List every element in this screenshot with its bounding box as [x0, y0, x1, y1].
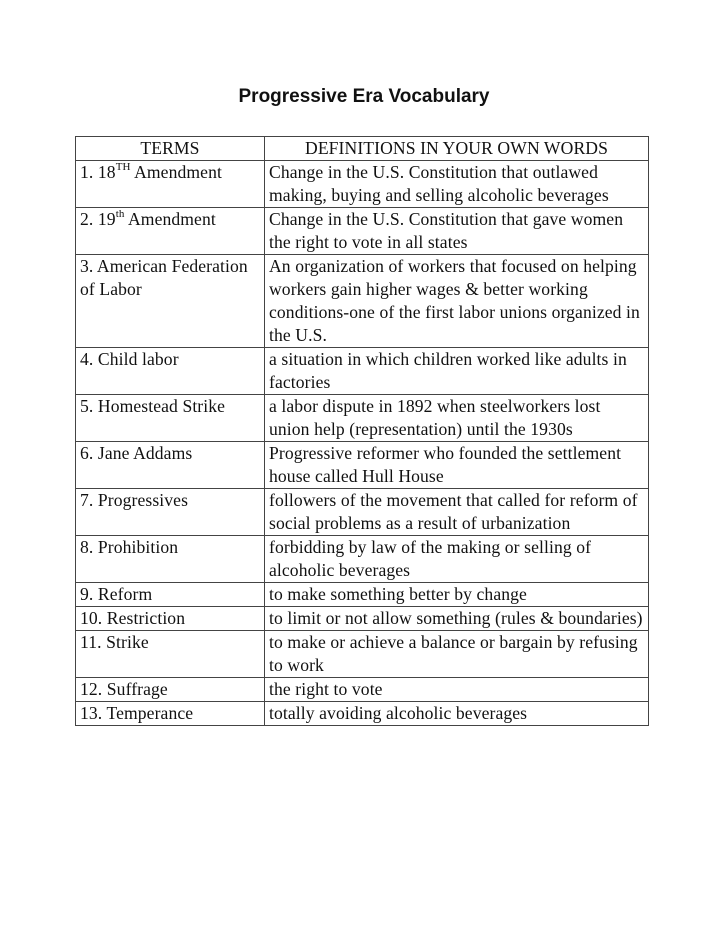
- page-title: Progressive Era Vocabulary: [238, 86, 490, 107]
- table-row: [76, 348, 649, 395]
- table-row: [76, 255, 649, 348]
- term-text-rest: Amendment: [130, 162, 222, 182]
- definition-cell: to limit or not allow something (rules & boundaries): [265, 607, 649, 631]
- term-superscript: th: [115, 208, 125, 221]
- terms-column-header: TERMS: [76, 137, 265, 161]
- definition-cell: forbidding by law of the making or selling of alcoholic beverages: [265, 536, 649, 583]
- definition-cell: to make or achieve a balance or bargain by refusing to work: [265, 631, 649, 678]
- term-cell: 3. American Federation of Labor: [76, 255, 265, 348]
- definition-cell: a situation in which children worked like adults in factories: [265, 348, 649, 395]
- definitions-column-header: DEFINITIONS IN YOUR OWN WORDS: [265, 137, 649, 161]
- term-text: 2. 19: [80, 209, 116, 229]
- term-cell: [76, 208, 265, 255]
- table-row: [76, 208, 649, 255]
- vocabulary-table: [75, 136, 649, 726]
- term-cell: 11. Strike: [76, 631, 265, 678]
- term-text-rest: Amendment: [124, 209, 216, 229]
- table-header-row: [76, 137, 649, 161]
- term-text: 1. 18: [80, 162, 116, 182]
- term-cell: 9. Reform: [76, 583, 265, 607]
- definition-cell: Progressive reformer who founded the settlement house called Hull House: [265, 442, 649, 489]
- table-row: [76, 702, 649, 726]
- table-row: [76, 536, 649, 583]
- term-cell: 4. Child labor: [76, 348, 265, 395]
- definition-cell: totally avoiding alcoholic beverages: [265, 702, 649, 726]
- table-row: [76, 161, 649, 208]
- term-cell: 10. Restriction: [76, 607, 265, 631]
- table-row: [76, 607, 649, 631]
- table-row: [76, 442, 649, 489]
- term-cell: 13. Temperance: [76, 702, 265, 726]
- definition-cell: Change in the U.S. Constitution that outlawed making, buying and selling alcoholic beverages: [265, 161, 649, 208]
- definition-cell: An organization of workers that focused on helping workers gain higher wages & better working conditions-one of the first labor unions organized in the U.S.: [265, 255, 649, 348]
- term-cell: 7. Progressives: [76, 489, 265, 536]
- table-row: [76, 583, 649, 607]
- definition-cell: to make something better by change: [265, 583, 649, 607]
- term-cell: 5. Homestead Strike: [76, 395, 265, 442]
- table-row: [76, 678, 649, 702]
- table-row: [76, 489, 649, 536]
- table-row: [76, 395, 649, 442]
- definition-cell: followers of the movement that called for reform of social problems as a result of urbanization: [265, 489, 649, 536]
- term-superscript: TH: [115, 161, 131, 174]
- term-cell: 8. Prohibition: [76, 536, 265, 583]
- term-cell: 6. Jane Addams: [76, 442, 265, 489]
- term-cell: 12. Suffrage: [76, 678, 265, 702]
- table-row: [76, 631, 649, 678]
- definition-cell: a labor dispute in 1892 when steelworkers lost union help (representation) until the 1930s: [265, 395, 649, 442]
- term-cell: [76, 161, 265, 208]
- definition-cell: the right to vote: [265, 678, 649, 702]
- definition-cell: Change in the U.S. Constitution that gave women the right to vote in all states: [265, 208, 649, 255]
